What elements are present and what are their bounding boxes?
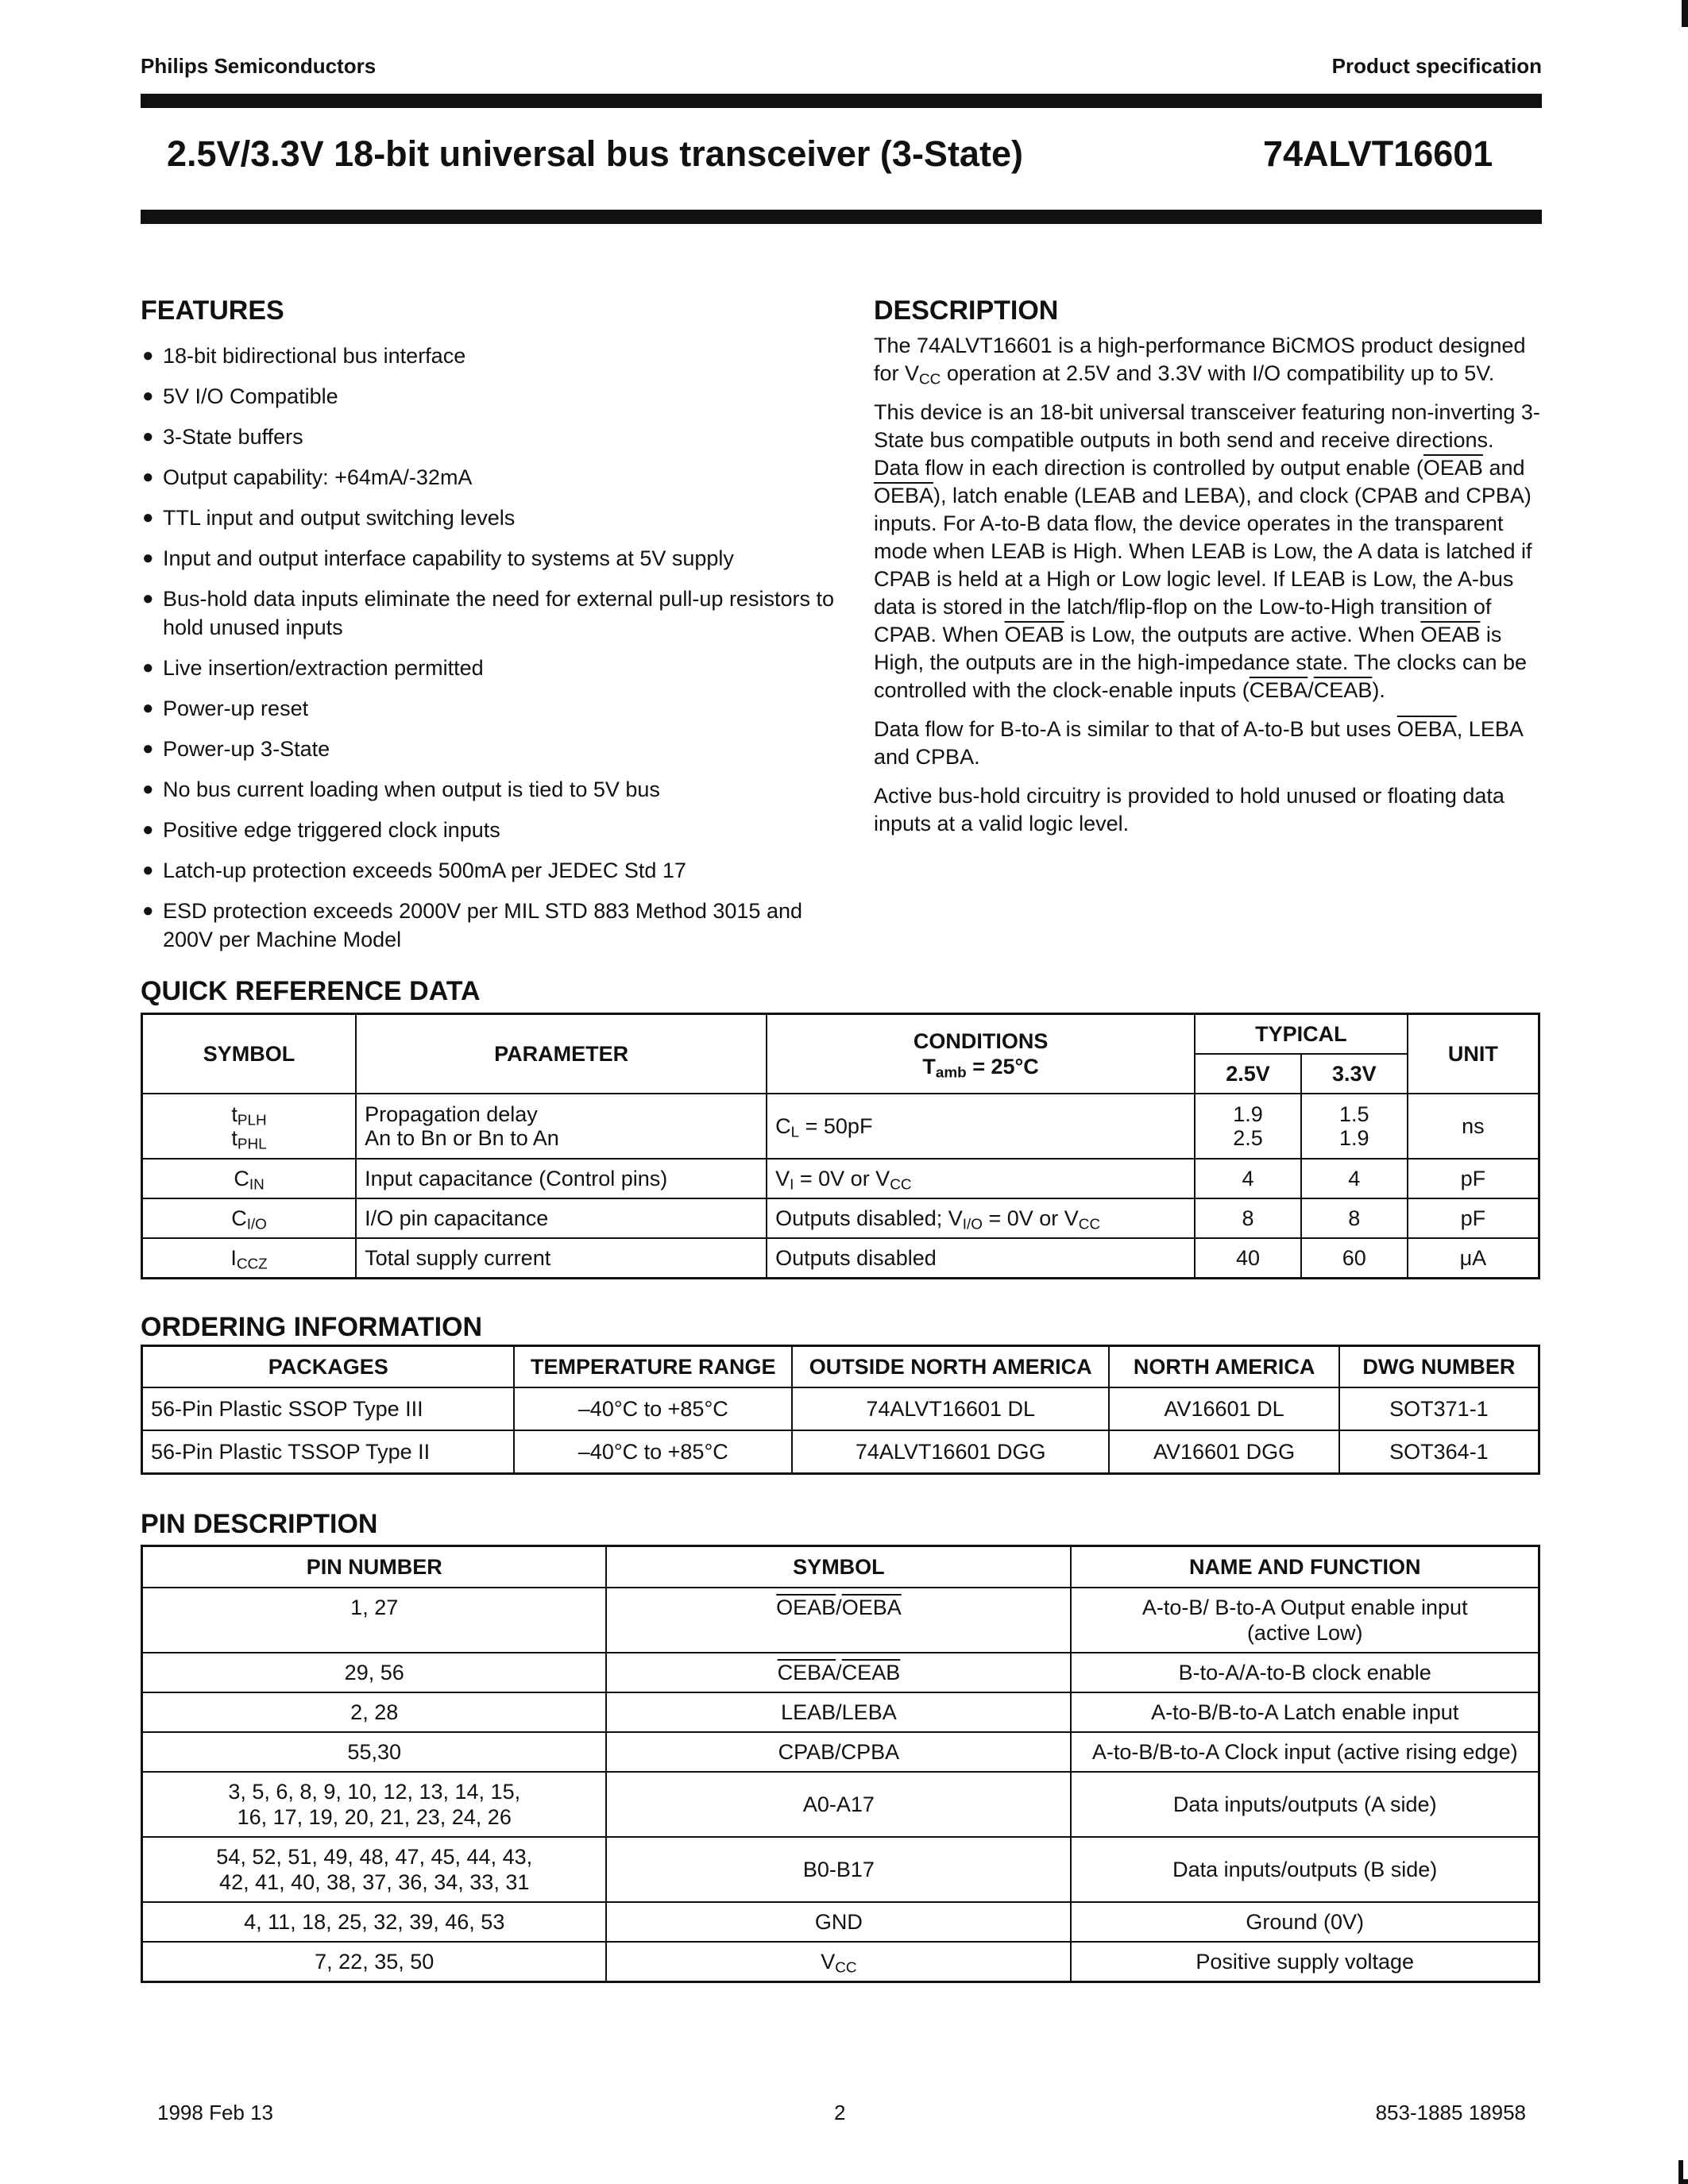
table-row: 7, 22, 35, 50 $V_{CC}$ Positive supply voltage — [142, 1942, 1539, 1982]
list-item: ● 3-State buffers — [141, 423, 856, 451]
table-row: $t_{PLH}$ $t_{PHL}$ Propagation delay An to Bn or Bn to An $C_L = 50pF$ 1.9 2.5 1.5 1.9 ns — [142, 1094, 1539, 1159]
doc-type: Product specification — [1331, 54, 1542, 78]
list-item: ● TTL input and output switching levels — [141, 504, 856, 532]
table-row: $I_{CCZ}$ Total supply current Outputs disabled 40 60 μA — [142, 1238, 1539, 1279]
features-heading: FEATURES — [141, 295, 284, 326]
bullet-icon: ● — [142, 588, 154, 609]
bullet-icon: ● — [142, 385, 154, 407]
col-unit: UNIT — [1408, 1014, 1539, 1094]
edge-mark — [1682, 0, 1688, 27]
bullet-icon: ● — [142, 466, 154, 488]
list-item: ● Power-up reset — [141, 694, 856, 723]
description-body — [874, 332, 1541, 849]
col-temperature: TEMPERATURE RANGE — [514, 1346, 792, 1388]
bullet-icon: ● — [142, 900, 154, 921]
table-row: 3, 5, 6, 8, 9, 10, 12, 13, 14, 15, 16, 17, 19, 20, 21, 23, 24, 26 A0-A17 Data inputs/outputs (A side) — [142, 1772, 1539, 1837]
ordering-table — [141, 1345, 1540, 1475]
part-number: 74ALVT16601 — [1263, 133, 1493, 174]
list-item: ● Live insertion/extraction permitted — [141, 654, 856, 682]
table-row: 55,30 CPAB/CPBA A-to-B/B-to-A Clock input (active rising edge) — [142, 1732, 1539, 1772]
page-number: 2 — [834, 2101, 846, 2124]
list-item: ● 5V I/O Compatible — [141, 382, 856, 411]
document-code: 853-1885 18958 — [1375, 2101, 1526, 2124]
bullet-icon: ● — [142, 697, 154, 719]
bullet-icon: ● — [142, 345, 154, 366]
col-2-5v: 2.5V — [1195, 1054, 1301, 1094]
description-paragraph: The 74ALVT16601 is a high-performance BiCMOS product designed for $V_{CC}$ operation at 2.5V and 3.3V with I/O compatibility up to 5V. — [874, 334, 1526, 388]
company-name: Philips Semiconductors — [141, 54, 377, 78]
list-item: ● 18-bit bidirectional bus interface — [141, 341, 856, 370]
list-item: ● Output capability: +64mA/-32mA — [141, 463, 856, 492]
list-item: ● No bus current loading when output is tied to 5V bus — [141, 775, 856, 804]
document-title: 2.5V/3.3V 18-bit universal bus transceiver (3-State) — [167, 133, 1023, 174]
header-rule-bottom — [141, 210, 1542, 224]
footer-date: 1998 Feb 13 — [157, 2101, 274, 2124]
quick-ref-heading: QUICK REFERENCE DATA — [141, 976, 481, 1006]
bullet-icon: ● — [142, 819, 154, 840]
table-row: $C_{I/O}$ I/O pin capacitance Outputs disabled; $V_{I/O} = 0V$ or $V_{CC}$ 8 8 pF — [142, 1198, 1539, 1238]
table-row: 2, 28 LEAB/LEBA A-to-B/B-to-A Latch enable input — [142, 1692, 1539, 1732]
list-item: ● Latch-up protection exceeds 500mA per JEDEC Std 17 — [141, 856, 856, 885]
ordering-heading: ORDERING INFORMATION — [141, 1312, 483, 1342]
table-row: 29, 56 CEBA/CEAB B-to-A/A-to-B clock enable — [142, 1653, 1539, 1692]
list-item: ● Positive edge triggered clock inputs — [141, 816, 856, 844]
list-item: ● Bus-hold data inputs eliminate the need for external pull-up resistors to hold unused inputs — [141, 585, 856, 642]
description-paragraph: This device is an 18-bit universal transceiver featuring non-inverting 3-State bus compatible outputs in both send and receive directions. Data flow in each direction is controlled by output enable (OEAB and OEBA), latch enable (LEAB and LEBA), and clock (CPAB and CPBA) inputs. For A-to-B data flow, the device operates in the transparent mode when LEAB is High. When LEAB is Low, the A data is latched if CPAB is held at a High or Low logic level. If LEAB is Low, the A-bus data is stored in the latch/flip-flop on the Low-to-High transition of CPAB. When OEAB is Low, the outputs are active. When OEAB is High, the outputs are in the high-impedance state. The clocks can be controlled with the clock-enable inputs (CEBA/CEAB). — [874, 400, 1540, 702]
description-paragraph: Data flow for B-to-A is similar to that of A-to-B but uses OEBA, LEBA and CPBA. — [874, 717, 1523, 769]
col-symbol: SYMBOL — [142, 1014, 357, 1094]
header-rule-top — [141, 94, 1542, 108]
description-paragraph: Active bus-hold circuitry is provided to hold unused or floating data inputs at a valid logic level. — [874, 784, 1505, 835]
col-outside-na: OUTSIDE NORTH AMERICA — [792, 1346, 1109, 1388]
col-pin-number: PIN NUMBER — [142, 1546, 607, 1588]
col-conditions: CONDITIONS $T_{amb} = 25^\circ C$ — [767, 1014, 1195, 1094]
table-row: 1, 27 OEAB/OEBA A-to-B/ B-to-A Output enable input (active Low) — [142, 1588, 1539, 1653]
quick-ref-table — [141, 1013, 1540, 1279]
table-row: 4, 11, 18, 25, 32, 39, 46, 53 GND Ground (0V) — [142, 1902, 1539, 1942]
table-row: 54, 52, 51, 49, 48, 47, 45, 44, 43, 42, 41, 40, 38, 37, 36, 34, 33, 31 B0-B17 Data inputs/outputs (B side) — [142, 1837, 1539, 1902]
bullet-icon: ● — [142, 778, 154, 800]
features-list — [141, 341, 856, 966]
table-row: 56-Pin Plastic TSSOP Type II –40°C to +85°C 74ALVT16601 DGG AV16601 DGG SOT364-1 — [142, 1430, 1539, 1474]
bullet-icon: ● — [142, 507, 154, 528]
col-dwg-number: DWG NUMBER — [1339, 1346, 1539, 1388]
col-symbol: SYMBOL — [606, 1546, 1071, 1588]
bullet-icon: ● — [142, 426, 154, 447]
bullet-icon: ● — [142, 547, 154, 569]
pin-description-table — [141, 1545, 1540, 1983]
list-item: ● ESD protection exceeds 2000V per MIL STD 883 Method 3015 and 200V per Machine Model — [141, 897, 856, 954]
col-3-3v: 3.3V — [1301, 1054, 1408, 1094]
description-heading: DESCRIPTION — [874, 295, 1059, 326]
edge-mark — [1680, 2179, 1688, 2184]
col-name-function: NAME AND FUNCTION — [1071, 1546, 1539, 1588]
bullet-icon: ● — [142, 657, 154, 678]
bullet-icon: ● — [142, 738, 154, 759]
col-typical: TYPICAL — [1195, 1014, 1408, 1055]
col-packages: PACKAGES — [142, 1346, 515, 1388]
bullet-icon: ● — [142, 859, 154, 881]
table-row: 56-Pin Plastic SSOP Type III –40°C to +85°C 74ALVT16601 DL AV16601 DL SOT371-1 — [142, 1387, 1539, 1430]
table-row: $C_{IN}$ Input capacitance (Control pins) $V_I = 0V$ or $V_{CC}$ 4 4 pF — [142, 1159, 1539, 1198]
pin-description-heading: PIN DESCRIPTION — [141, 1509, 378, 1539]
list-item: ● Power-up 3-State — [141, 735, 856, 763]
list-item: ● Input and output interface capability to systems at 5V supply — [141, 544, 856, 573]
col-north-america: NORTH AMERICA — [1109, 1346, 1339, 1388]
col-parameter: PARAMETER — [356, 1014, 767, 1094]
